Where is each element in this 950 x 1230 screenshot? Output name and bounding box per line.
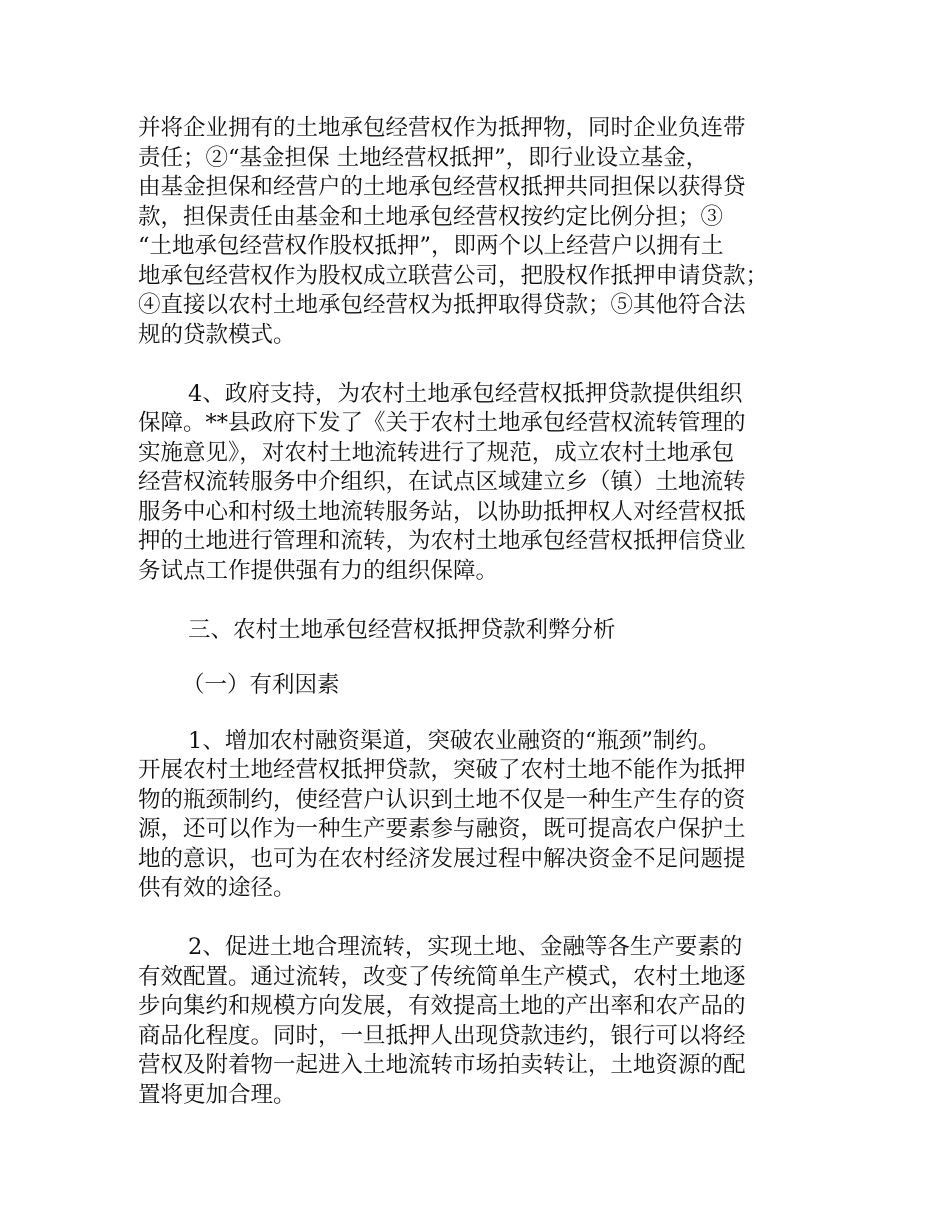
- paragraph-gap: [138, 586, 818, 616]
- text-line: ④直接以农村土地承包经营权为抵押取得贷款；⑤其他符合法: [138, 292, 746, 318]
- text-line: 2、促进土地合理流转，实现土地、金融等各生产要素的: [188, 934, 743, 960]
- paragraph-loan-models: [138, 114, 818, 350]
- paragraph-gap: [138, 645, 818, 671]
- text-line: 实施意见》，对农村土地流转进行了规范，成立农村土地承包: [138, 439, 735, 466]
- text-line: 供有效的途径。: [138, 875, 296, 901]
- paragraph-gap: [138, 350, 818, 380]
- text-line: 4、政府支持，为农村土地承包经营权抵押贷款提供组织: [188, 380, 743, 407]
- document-page: [138, 114, 818, 1110]
- text-line: 置将更加合理。: [138, 1081, 296, 1108]
- text-line: 规的贷款模式。: [138, 321, 296, 348]
- text-line: 地的意识，也可为在农村经济发展过程中解决资金不足问题提: [138, 845, 746, 872]
- text-line: 款，担保责任由基金和土地承包经营权按约定比例分担；③: [138, 203, 724, 230]
- text-line: 地承包经营权作为股权成立联营公司，把股权作抵押申请贷款；: [138, 262, 769, 289]
- text-line: 由基金担保和经营户的土地承包经营权抵押共同担保以获得贷: [138, 174, 746, 200]
- paragraph-financing-channels: [138, 727, 818, 904]
- paragraph-land-transfer: [138, 933, 818, 1110]
- text-line: “土地承包经营权作股权抵押”，即两个以上经营户以拥有土: [138, 233, 724, 259]
- text-line: 1、增加农村融资渠道，突破农业融资的“瓶颈”制约。: [188, 727, 721, 754]
- text-line: 责任；②“基金担保 土地经营权抵押”，即行业设立基金，: [138, 144, 709, 171]
- paragraph-gap: [138, 701, 818, 727]
- text-line: 务试点工作提供强有力的组织保障。: [138, 557, 499, 584]
- text-line: 押的土地进行管理和流转，为农村土地承包经营权抵押信贷业: [138, 528, 746, 554]
- text-line: 经营权流转服务中介组织，在试点区域建立乡（镇）土地流转: [138, 469, 746, 495]
- section-heading: 三、农村土地承包经营权抵押贷款利弊分析: [188, 616, 616, 643]
- paragraph-government-support: [138, 380, 818, 587]
- paragraph-gap: [138, 904, 818, 934]
- text-line: 保障。**县政府下发了《关于农村土地承包经营权流转管理的: [138, 410, 746, 436]
- text-line: 并将企业拥有的土地承包经营权作为抵押物，同时企业负连带: [138, 115, 746, 141]
- text-line: 商品化程度。同时，一旦抵押人出现贷款违约，银行可以将经: [138, 1022, 746, 1049]
- text-line: 开展农村土地经营权抵押贷款，突破了农村土地不能作为抵押: [138, 757, 746, 783]
- text-line: 物的瓶颈制约，使经营户认识到土地不仅是一种生产生存的资: [138, 786, 746, 813]
- text-line: 步向集约和规模方向发展，有效提高土地的产出率和农产品的: [138, 993, 746, 1019]
- subsection-heading: （一）有利因素: [182, 672, 340, 698]
- text-line: 有效配置。通过流转，改变了传统简单生产模式，农村土地逐: [138, 963, 746, 990]
- text-line: 营权及附着物一起进入土地流转市场拍卖转让，土地资源的配: [138, 1052, 746, 1078]
- text-line: 服务中心和村级土地流转服务站，以协助抵押权人对经营权抵: [138, 498, 746, 525]
- text-line: 源，还可以作为一种生产要素参与融资，既可提高农户保护土: [138, 816, 746, 842]
